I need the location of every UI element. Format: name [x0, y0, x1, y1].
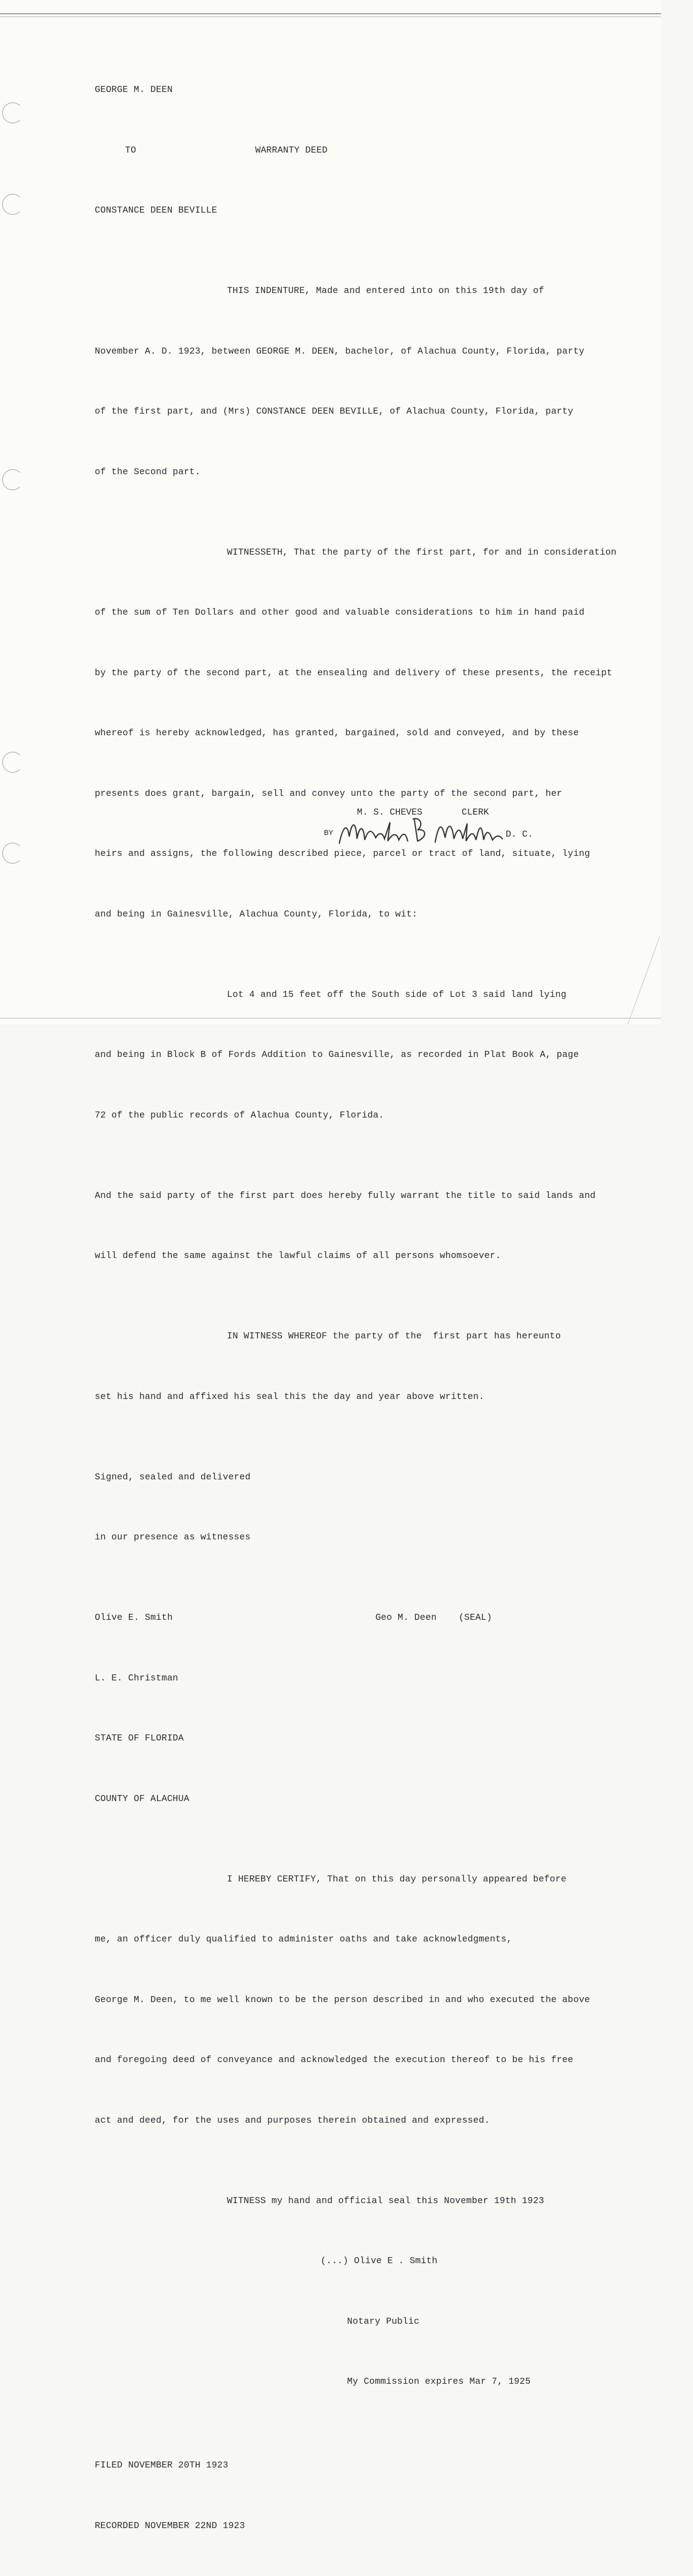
witness-one: Olive E. Smith [95, 1612, 173, 1623]
binder-hole [2, 469, 23, 490]
certificate-line: George M. Deen, to me well known to be the person described in and who executed the above [95, 1994, 591, 2005]
indenture-line: November A. D. 1923, between GEORGE M. DEEN, bachelor, of Alachua County, Florida, party [95, 345, 584, 356]
deed-text [95, 40, 646, 2576]
state-line: STATE OF FLORIDA [95, 1733, 184, 1743]
indenture-line: THIS INDENTURE, Made and entered into on this 19th day of [227, 285, 544, 296]
warranty-line: will defend the same against the lawful claims of all persons whomsoever. [95, 1250, 501, 1261]
clerk-signature-block [324, 807, 555, 851]
property-description-line: and being in Block B of Fords Addition to Gainesville, as recorded in Plat Book A, page [95, 1049, 579, 1060]
grantor-signature: Geo M. Deen [375, 1612, 437, 1623]
in-witness-line: IN WITNESS WHEREOF the party of the first part has hereunto [227, 1331, 561, 1341]
seal-mark: (SEAL) [458, 1612, 492, 1623]
certificate-line: I HEREBY CERTIFY, That on this day personally appeared before [227, 1873, 567, 1884]
county-line: COUNTY OF ALACHUA [95, 1793, 190, 1804]
filed-date: FILED NOVEMBER 20TH 1923 [95, 2460, 229, 2470]
witness-intro-line: in our presence as witnesses [95, 1532, 251, 1542]
commission-expiry: My Commission expires Mar 7, 1925 [347, 2376, 531, 2387]
binder-hole [2, 843, 23, 864]
official-seal-line: WITNESS my hand and official seal this November 19th 1923 [227, 2195, 544, 2206]
property-description-line: 72 of the public records of Alachua County, Florida. [95, 1109, 385, 1120]
deputy-signature-icon [337, 811, 508, 850]
witnesseth-line: heirs and assigns, the following described piece, parcel or tract of land, situate, lying [95, 848, 591, 859]
property-description-line: Lot 4 and 15 feet off the South side of Lot 3 said land lying [227, 989, 567, 1000]
binder-hole [2, 752, 23, 773]
certificate-line: act and deed, for the uses and purposes therein obtained and expressed. [95, 2114, 490, 2125]
grantee-heading: CONSTANCE DEEN BEVILLE [95, 205, 218, 215]
witnesseth-line: of the sum of Ten Dollars and other good and valuable considerations to him in hand paid [95, 607, 584, 617]
in-witness-line: set his hand and affixed his seal this the day and year above written. [95, 1391, 485, 1402]
signature-row [95, 1608, 646, 1628]
recorded-date: RECORDED NOVEMBER 22ND 1923 [95, 2520, 245, 2531]
certificate-line: and foregoing deed of conveyance and acknowledged the execution thereof to be his free [95, 2054, 573, 2065]
clerk-name: M. S. CHEVES [357, 807, 423, 817]
witness-two: L. E. Christman [95, 1672, 178, 1683]
witnesseth-line: presents does grant, bargain, sell and convey unto the party of the second part, her [95, 788, 562, 799]
binder-hole [2, 194, 23, 215]
by-label: BY [324, 829, 333, 838]
witnesseth-line: and being in Gainesville, Alachua County, Florida, to wit: [95, 908, 418, 919]
notary-title: Notary Public [347, 2315, 420, 2326]
top-rule [0, 13, 661, 14]
grantor-heading: GEORGE M. DEEN [95, 84, 173, 95]
binder-hole [2, 102, 23, 123]
to-heading: TO [125, 144, 137, 155]
warranty-line: And the said party of the first part does hereby fully warrant the title to said lands and [95, 1190, 596, 1201]
document-title: WARRANTY DEED [255, 144, 328, 155]
clerk-title: CLERK [462, 807, 489, 817]
notary-name: (...) Olive E . Smith [321, 2255, 438, 2266]
witnesseth-line: whereof is hereby acknowledged, has granted, bargained, sold and conveyed, and by these [95, 728, 579, 738]
indenture-line: of the Second part. [95, 466, 201, 477]
certificate-line: me, an officer duly qualified to administer oaths and take acknowledgments, [95, 1934, 512, 1944]
witness-intro-line: Signed, sealed and delivered [95, 1471, 251, 1482]
witnesseth-line: WITNESSETH, That the party of the first part, for and in consideration [227, 546, 617, 557]
indenture-line: of the first part, and (Mrs) CONSTANCE DEEN BEVILLE, of Alachua County, Florida, party [95, 406, 573, 416]
deputy-clerk-label: D. C. [506, 829, 533, 839]
to-heading-line [95, 140, 646, 161]
witnesseth-line: by the party of the second part, at the ensealing and delivery of these presents, the receipt [95, 667, 613, 678]
